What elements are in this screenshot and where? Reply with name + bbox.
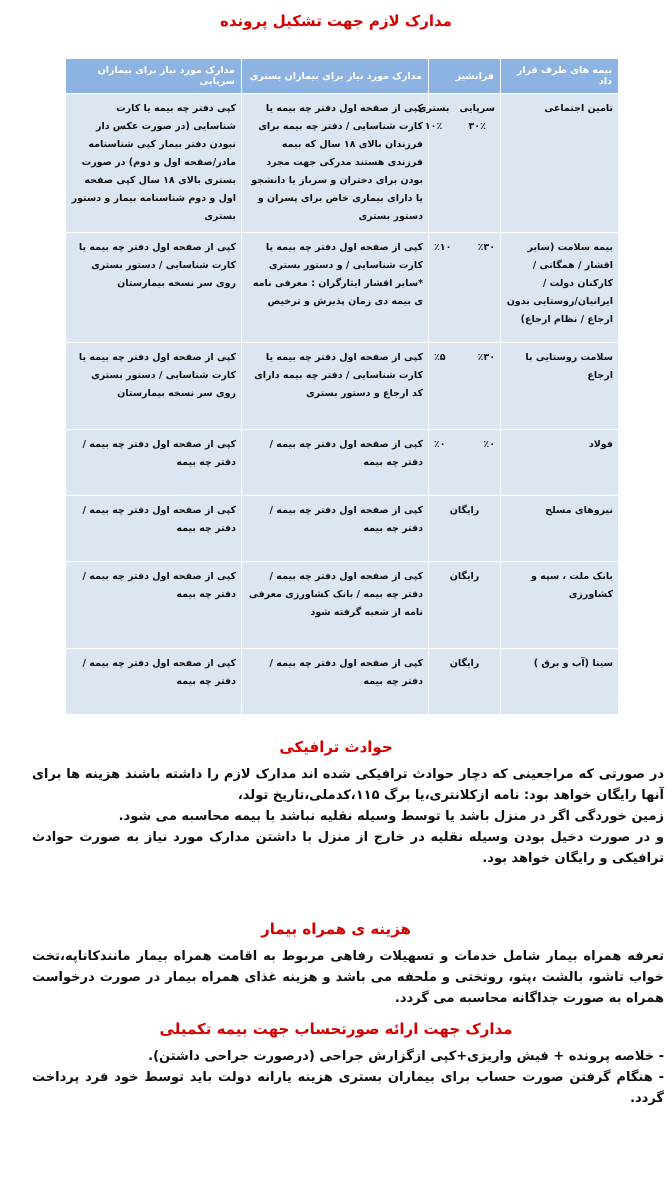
traffic-accidents-text — [32, 764, 664, 869]
paragraph: و در صورت دخیل بودن وسیله نقلیه در خارج از منزل با داشتن مدارک مورد نیاز به صورت حوادث ترافیکی و رایگان خواهد بود. — [32, 830, 664, 866]
franchise-cell — [429, 562, 501, 649]
insurance-requirements-table — [65, 58, 619, 715]
table-row — [66, 649, 619, 715]
outpatient-docs-cell: کپی دفتر چه بیمه یا کارت شناسایی (در صورت عکس دار نبودن دفتر بیمار کپی شناسنامه مادر/صفحه اول و دوم) در صورت بستری بالای ۱۸ سال کپی صفحه اول و دوم شناسنامه بیمار و دستور بستری — [66, 94, 242, 233]
franchise-value: ٪۳۰ — [477, 242, 495, 253]
page-title: مدارک لازم جهت تشکیل پرونده — [220, 12, 452, 30]
table-header-row — [66, 59, 619, 94]
table-row — [66, 94, 619, 233]
companion-cost-text — [32, 946, 664, 1009]
header-franchise: فرانشیز — [429, 59, 501, 94]
inpatient-docs-cell: کپی از صفحه اول دفتر چه بیمه / دفتر چه بیمه / بانک کشاورزی معرفی نامه از شعبه گرفته شود — [242, 562, 429, 649]
franchise-cell — [417, 94, 501, 233]
franchise-value: رایگان — [449, 658, 480, 669]
paragraph: زمین خوردگی اگر در منزل باشد یا توسط وسیله نقلیه نباشد با بیمه محاسبه می شود. — [118, 809, 664, 824]
table-row — [66, 562, 619, 649]
franchise-value: ٪۰ — [434, 439, 446, 450]
inpatient-docs-cell: کپی از صفحه اول دفتر چه بیمه / دفتر چه بیمه — [242, 496, 429, 562]
outpatient-docs-cell: کپی از صفحه اول دفتر چه بیمه / دفتر چه بیمه — [66, 496, 242, 562]
header-inpatient: مدارک مورد نیاز برای بیماران بستری — [242, 59, 429, 94]
inpatient-docs-cell: کپی از صفحه اول دفتر چه بیمه یا کارت شناسایی / و دستور بستری *سایر اقشار ایثارگران : معرفی نامه ی بیمه دی زمان پذیرش و ترخیص — [242, 233, 429, 343]
franchise-value: ٪۱۰ — [434, 242, 452, 253]
outpatient-docs-cell: کپی از صفحه اول دفتر چه بیمه یا کارت شناسایی / دستور بستری روی سر نسخه بیمارستان — [66, 233, 242, 343]
insurer-cell: بیمه سلامت (سایر اقشار / همگانی /کارکنان دولت /ایرانیان/روستایی بدون ارجاع / نظام ارجاع) — [501, 233, 619, 343]
insurer-cell: نیروهای مسلح — [501, 496, 619, 562]
table-row — [66, 233, 619, 343]
inpatient-docs-cell: کپی از صفحه اول دفتر چه بیمه / دفتر چه بیمه — [242, 649, 429, 715]
franchise-value: سرپایی ٪۳۰ — [459, 103, 495, 132]
insurer-cell: سینا (آب و برق ) — [501, 649, 619, 715]
outpatient-docs-cell: کپی از صفحه اول دفتر چه بیمه / دفتر چه بیمه — [66, 562, 242, 649]
table-row — [66, 343, 619, 430]
inpatient-docs-cell: کپی از صفحه اول دفتر چه بیمه یا کارت شناسایی / دفتر چه بیمه دارای کد ارجاع و دستور بستری — [242, 343, 429, 430]
outpatient-docs-cell: کپی از صفحه اول دفتر چه بیمه / دفتر چه بیمه — [66, 649, 242, 715]
table-row — [66, 496, 619, 562]
insurer-cell: سلامت روستایی با ارجاع — [501, 343, 619, 430]
franchise-cell — [429, 343, 501, 430]
inpatient-docs-cell: کپی از صفحه اول دفتر چه بیمه یا کارت شناسایی / دفتر چه بیمه برای فرزندان بالای ۱۸ سال که بیمه فرزندی هستند مدرکی جهت مجرد بودن برای دختران و سرباز یا دانشجو یا دارای بیماری خاص برای پسران و دستور بستری — [242, 94, 429, 233]
franchise-cell — [429, 233, 501, 343]
franchise-value: ٪۰ — [483, 439, 495, 450]
insurer-cell: فولاد — [501, 430, 619, 496]
franchise-value: رایگان — [449, 571, 480, 582]
paragraph: تعرفه همراه بیمار شامل خدمات و تسهیلات رفاهی مربوط به اقامت همراه بیمار مانندکاناپه،تخت خواب تاشو، بالشت ،پتو، روتختی و ملحفه می باشد و هزینه غذای همراه بیمار در صورت درخواست همراه به صورت جداگانه محاسبه می گردد. — [32, 949, 664, 1006]
outpatient-docs-cell: کپی از صفحه اول دفتر چه بیمه / دفتر چه بیمه — [66, 430, 242, 496]
companion-cost-heading: هزینه ی همراه بیمار — [261, 920, 411, 938]
inpatient-docs-cell: کپی از صفحه اول دفتر چه بیمه / دفتر چه بیمه — [242, 430, 429, 496]
header-outpatient: مدارک مورد نیاز برای بیماران سرپایی — [66, 59, 242, 94]
franchise-value: ٪۳۰ — [477, 352, 495, 363]
insurer-cell: تامین اجتماعی — [501, 94, 619, 233]
franchise-value: بستری ٪۱۰ — [417, 103, 450, 132]
franchise-cell — [429, 430, 501, 496]
franchise-cell — [429, 649, 501, 715]
insurer-cell: بانک ملت ، سپه و کشاورزی — [501, 562, 619, 649]
header-insurer: بیمه های طرف قرار داد — [501, 59, 619, 94]
outpatient-docs-cell: کپی از صفحه اول دفتر چه بیمه یا کارت شناسایی / دستور بستری روی سر نسخه بیمارستان — [66, 343, 242, 430]
franchise-value: رایگان — [449, 505, 480, 516]
supplementary-insurance-heading: مدارک جهت ارائه صورتحساب جهت بیمه تکمیلی — [159, 1020, 513, 1038]
franchise-cell — [429, 496, 501, 562]
paragraph: - هنگام گرفتن صورت حساب برای بیماران بستری هزینه یارانه دولت باید توسط خود فرد پرداخت گردد. — [32, 1070, 664, 1106]
traffic-accidents-heading: حوادث ترافیکی — [279, 738, 393, 756]
table-row — [66, 430, 619, 496]
supplementary-insurance-text — [32, 1046, 664, 1109]
franchise-value: ٪۵ — [434, 352, 446, 363]
paragraph: - خلاصه پرونده + فیش واریزی+کپی ازگزارش جراحی (درصورت جراحی داشتن). — [148, 1049, 664, 1064]
paragraph: در صورتی که مراجعینی که دچار حوادث ترافیکی شده اند مدارک لازم را داشته باشند هزینه ها برای آنها رایگان خواهد بود: نامه ازکلانتری،یا برگ ۱۱۵،کدملی،تاریخ تولد، — [32, 767, 664, 803]
